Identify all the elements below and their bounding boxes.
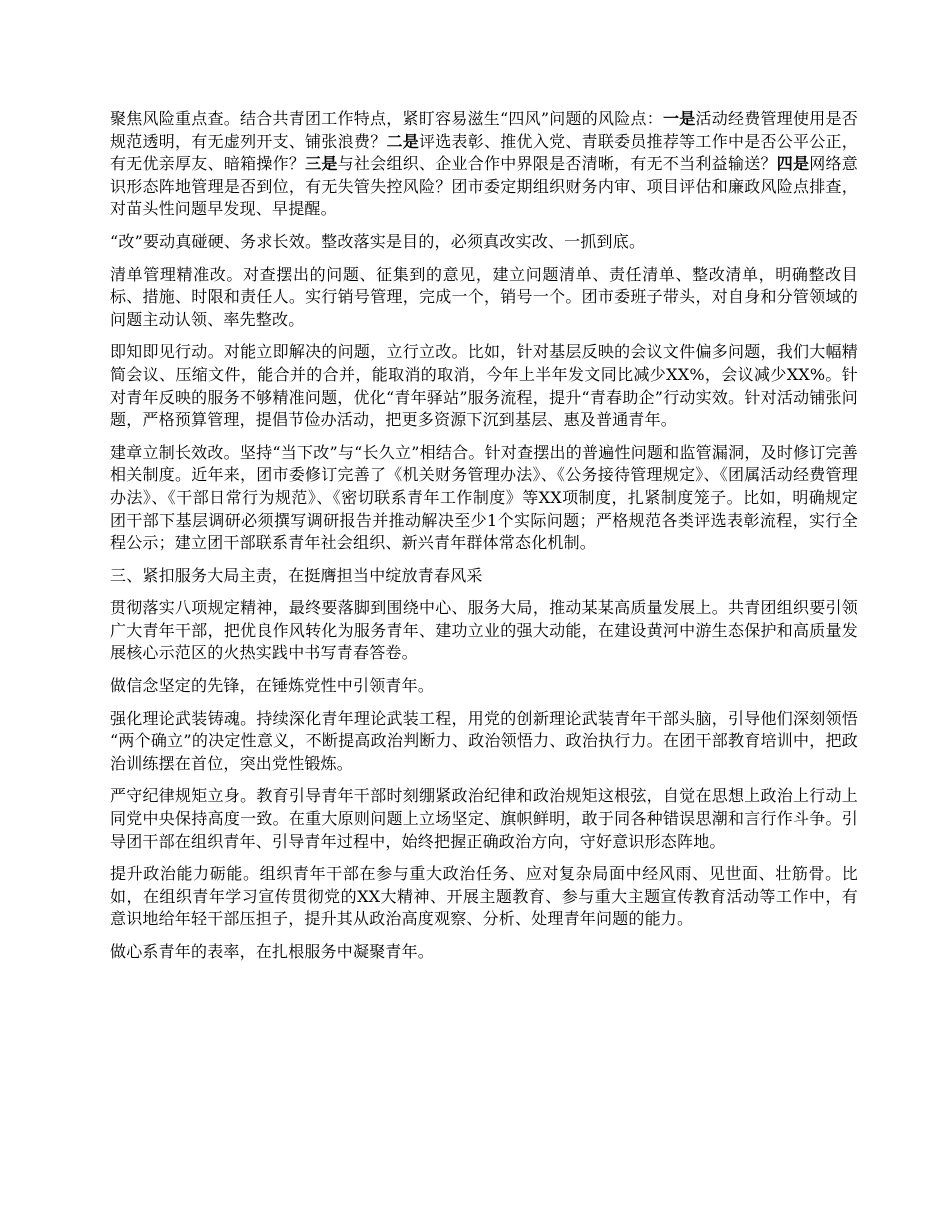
text-run: 建章立制长效改。坚持“当下改”与“长久立”相结合。针对查摆出的普遍性问题和监管漏洞，及时修订完善相关制度。近年来，团市委修订完善了《机关财务管理办法》、《公务接待管理规定》、《团属活动经费管理办法》、《干部日常行为规范》、《密切联系青年工作制度》等XX项制度，扎紧制度笼子。比如，明确规定团干部下基层调研必须撰写调研报告并推动解决至少1个实际问题；严格规范各类评选表彰流程，实行全程公示；建立团干部联系青年社会组织、新兴青年群体常态化机制。 — [110, 442, 858, 553]
text-run: 做心系青年的表率，在扎根服务中凝聚青年。 — [110, 942, 435, 961]
text-run: 做信念坚定的先锋，在锤炼党性中引领青年。 — [110, 676, 435, 696]
text-run: 提升政治能力砺能。组织青年干部在参与重大政治任务、应对复杂局面中经风雨、见世面、壮筋骨。比如，在组织青年学习宣传贯彻党的XX大精神、开展主题教育、参与重大主题宣传教育活动等工作中，有意识地给年轻干部压担子，提升其从政治高度观察、分析、处理青年问题的能力。 — [110, 864, 858, 929]
paragraph-5 — [110, 442, 858, 555]
paragraph-9 — [110, 708, 858, 776]
section-heading — [110, 565, 858, 588]
text-run: 三、紧扣服务大局主责，在挺膺担当中绽放青春风采 — [110, 565, 483, 585]
text-run: “改”要动真碰硬、务求长效。整改落实是目的，必须真改实改、一抓到底。 — [110, 231, 646, 251]
paragraph-1 — [110, 108, 858, 221]
paragraph-8 — [110, 675, 858, 698]
text-run: 聚焦风险重点查。结合共青团工作特点，紧盯容易滋生“四风”问题的风险点： — [110, 109, 664, 128]
text-run: 评选表彰、推优入党、青联委员推荐等工作中是否公平公正，有无优亲厚友、暗箱操作？ — [110, 131, 858, 174]
paragraph-12 — [110, 941, 858, 964]
text-run: 严守纪律规矩立身。教育引导青年干部时刻绷紧政治纪律和政治规矩这根弦，自觉在思想上政治上行动上同党中央保持高度一致。在重大原则问题上立场坚定、旗帜鲜明，敢于同各种错误思潮和言行作斗争。引导团干部在组织青年、引导青年过程中，始终把握正确政治方向，守好意识形态阵地。 — [110, 786, 858, 851]
text-run: 贯彻落实八项规定精神，最终要落脚到围绕中心、服务大局，推动某某高质量发展上。共青团组织要引领广大青年干部，把优良作风转化为服务青年、建功立业的强大动能，在建设黄河中游生态保护和高质量发展核心示范区的火热实践中书写青春答卷。 — [110, 598, 858, 663]
paragraph-11 — [110, 863, 858, 931]
bold-text-run: 二是 — [386, 131, 419, 151]
text-run: 即知即见行动。对能立即解决的问题，立行立改。比如，针对基层反映的会议文件偏多问题，我们大幅精简会议、压缩文件，能合并的合并，能取消的取消，今年上半年发文同比减少XX%，会议减少XX%。针对青年反映的服务不够精准问题，优化“青年驿站”服务流程，提升“青春助企”行动实效。针对活动铺张问题，严格预算管理，提倡节俭办活动，把更多资源下沉到基层、惠及普通青年。 — [110, 342, 858, 430]
paragraph-2 — [110, 231, 858, 254]
bold-text-run: 一是 — [663, 109, 696, 128]
text-run: 清单管理精准改。对查摆出的问题、征集到的意见，建立问题清单、责任清单、整改清单，明确整改目标、措施、时限和责任人。实行销号管理，完成一个，销号一个。团市委班子带头，对自身和分管领域的问题主动认领、率先整改。 — [110, 264, 858, 329]
paragraph-10 — [110, 785, 858, 853]
text-run: 与社会组织、企业合作中界限是否清晰，有无不当利益输送？ — [337, 154, 777, 174]
bold-text-run: 三是 — [305, 154, 338, 174]
paragraph-3 — [110, 264, 858, 332]
bold-text-run: 四是 — [776, 154, 810, 174]
text-run: 活动经费管理使用是否规范透明，有无虚列开支、铺张浪费？ — [110, 109, 858, 151]
text-run: 强化理论武装铸魂。持续深化青年理论武装工程，用党的创新理论武装青年干部头脑，引导他们深刻领悟“两个确立”的决定性意义，不断提高政治判断力、政治领悟力、政治执行力。在团干部教育培训中，把政治训练摆在首位，突出党性锻炼。 — [110, 708, 858, 773]
paragraph-4 — [110, 341, 858, 431]
paragraph-7 — [110, 597, 858, 665]
document-body — [110, 108, 858, 974]
text-run: 网络意识形态阵地管理是否到位，有无失管失控风险？团市委定期组织财务内审、项目评估和廉政风险点排查，对苗头性问题早发现、早提醒。 — [110, 154, 858, 219]
